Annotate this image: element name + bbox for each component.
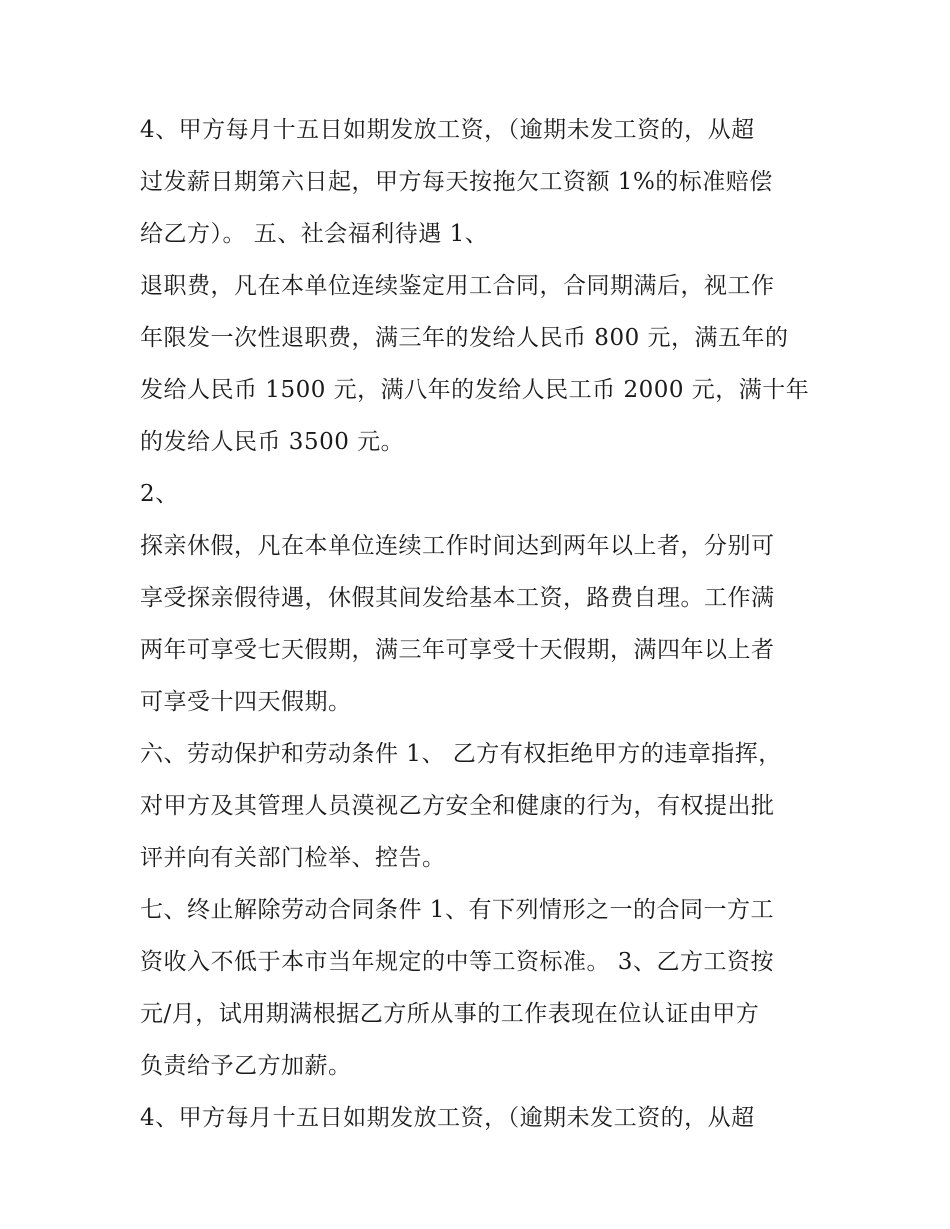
text-line: 的发给人民币 3500 元。: [140, 429, 405, 455]
text-line: 元/月，试用期满根据乙方所从事的工作表现在位认证由甲方: [140, 1001, 760, 1027]
text-line: 享受探亲假待遇，休假其间发给基本工资，路费自理。工作满: [140, 585, 775, 611]
text-line: 负责给予乙方加薪。: [140, 1053, 352, 1079]
text-line: 评并向有关部门检举、控告。: [140, 845, 446, 871]
text-line: 资收入不低于本市当年规定的中等工资标准。 3、乙方工资按: [140, 949, 774, 975]
text-line: 4、甲方每月十五日如期发放工资，（逾期未发工资的，从超: [140, 117, 755, 143]
text-line: 4、甲方每月十五日如期发放工资，（逾期未发工资的，从超: [140, 1105, 755, 1131]
text-line: 可享受十四天假期。: [140, 689, 352, 715]
text-line: 退职费，凡在本单位连续鉴定用工合同，合同期满后，视工作: [140, 273, 775, 299]
text-line: 2、: [140, 481, 179, 507]
document-body: [140, 104, 820, 1144]
text-line: 给乙方）。 五、社会福利待遇 1、: [140, 221, 489, 247]
text-line: 发给人民币 1500 元，满八年的发给人民工币 2000 元，满十年: [140, 377, 810, 403]
text-line: 两年可享受七天假期，满三年可享受十天假期，满四年以上者: [140, 637, 775, 663]
text-line: 六、劳动保护和劳动条件 1、 乙方有权拒绝甲方的违章指挥，: [140, 741, 782, 767]
text-line: 过发薪日期第六日起，甲方每天按拖欠工资额 1%的标准赔偿: [140, 169, 773, 195]
text-line: 对甲方及其管理人员漠视乙方安全和健康的行为，有权提出批: [140, 793, 775, 819]
text-line: 探亲休假，凡在本单位连续工作时间达到两年以上者，分别可: [140, 533, 775, 559]
text-line: 年限发一次性退职费，满三年的发给人民币 800 元，满五年的: [140, 325, 789, 351]
text-line: 七、终止解除劳动合同条件 1、有下列情形之一的合同一方工: [140, 897, 774, 923]
